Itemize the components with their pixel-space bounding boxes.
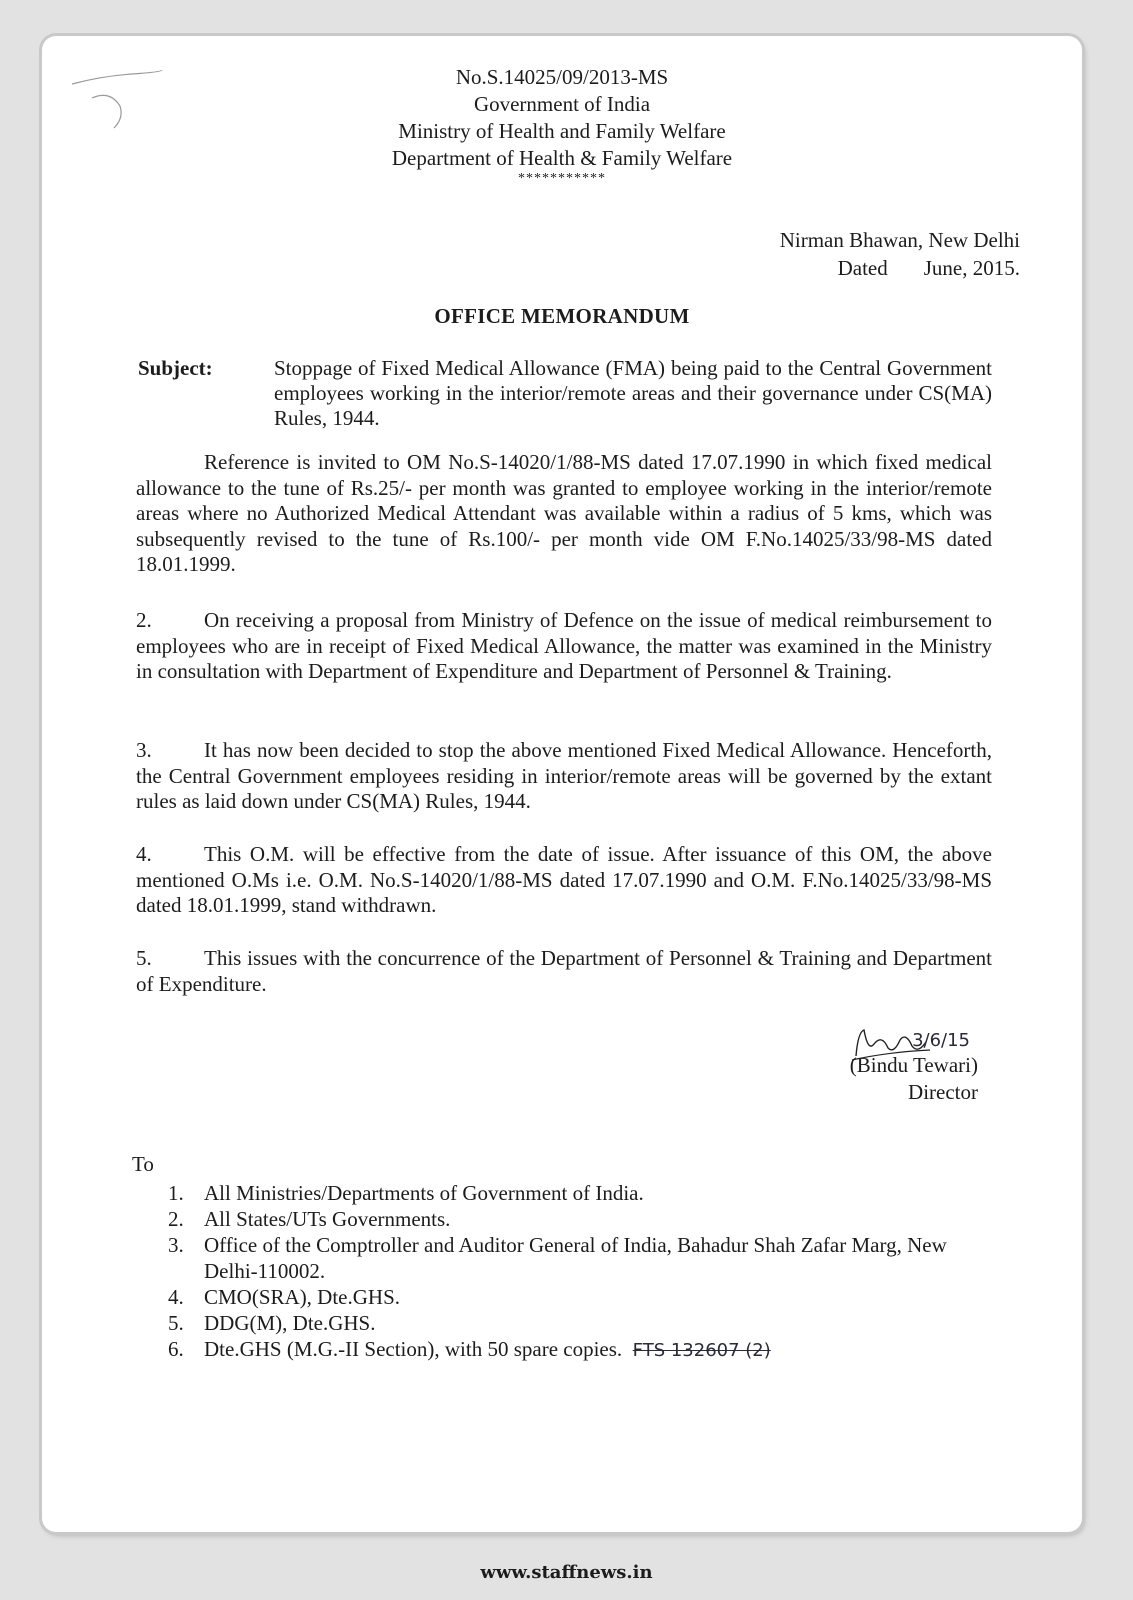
- document-page: [42, 36, 1082, 1532]
- paragraph-number: 4.: [136, 842, 152, 866]
- signatory-name: (Bindu Tewari): [849, 1053, 978, 1077]
- ministry-line: Ministry of Health and Family Welfare: [398, 119, 726, 143]
- list-item: 4. CMO(SRA), Dte.GHS.: [168, 1285, 401, 1309]
- paragraph-text: On receiving a proposal from Ministry of Defence on the issue of medical reimbursement to employees who are in receipt of Fixed Medical Allowance, the matter was examined in the Ministry in consultation with Department of Expenditure and Department of Personnel & Training.: [136, 608, 992, 683]
- signatory: [850, 1052, 978, 1106]
- handwritten-note: FTS 132607 (2): [632, 1340, 771, 1361]
- govt-line: Government of India: [473, 92, 651, 116]
- website-footer: www.staffnews.in: [480, 1562, 653, 1583]
- paragraph-4: [136, 842, 992, 919]
- recipient-list: [168, 1180, 988, 1364]
- signature-date: 3/6/15: [912, 1030, 970, 1051]
- list-item: 5. DDG(M), Dte.GHS.: [168, 1311, 376, 1335]
- list-item: 1. All Ministries/Departments of Government of India.: [168, 1181, 644, 1205]
- letterhead: [42, 64, 1082, 186]
- list-item: 6. Dte.GHS (M.G.-II Section), with 50 spare copies. FTS 132607 (2): [168, 1337, 771, 1361]
- subject-text: Stoppage of Fixed Medical Allowance (FMA) being paid to the Central Government employees working in the interior/remote areas and their governance under CS(MA) Rules, 1944.: [274, 356, 992, 430]
- list-item: 2. All States/UTs Governments.: [168, 1207, 451, 1231]
- place-and-date: [780, 226, 1020, 282]
- paragraph-1: Reference is invited to OM No.S-14020/1/88-MS dated 17.07.1990 in which fixed medical allowance to the tune of Rs.25/- per month was granted to employee working in the interior/remote areas where no Authorized Medical Attendant was available within a radius of 5 kms, which was subsequently revised to the tune of Rs.100/- per month vide OM F.No.14025/33/98-MS dated 18.01.1999.: [136, 450, 992, 576]
- dated-label: Dated: [837, 256, 888, 280]
- reference-number: No.S.14025/09/2013-MS: [455, 65, 669, 89]
- to-label: To: [132, 1152, 154, 1176]
- paragraph-number: 5.: [136, 946, 152, 970]
- paragraph-text: This issues with the concurrence of the Department of Personnel & Training and Department of Expenditure.: [136, 946, 992, 996]
- department-line: Department of Health & Family Welfare: [391, 146, 733, 170]
- paragraph-number: 3.: [136, 738, 152, 762]
- signatory-designation: Director: [908, 1080, 978, 1104]
- list-item: 3. Office of the Comptroller and Auditor General of India, Bahadur Shah Zafar Marg, New Delhi-110002.: [168, 1233, 947, 1283]
- paragraph-number: 2.: [136, 608, 152, 632]
- separator-stars: ***********: [518, 171, 606, 186]
- paragraph-text: It has now been decided to stop the above mentioned Fixed Medical Allowance. Henceforth, the Central Government employees residing in interior/remote areas will be governed by the extant rules as laid down under CS(MA) Rules, 1944.: [136, 738, 992, 813]
- paragraph-2: [136, 608, 992, 685]
- paragraph-5: [136, 946, 992, 997]
- date-line: [780, 254, 1020, 282]
- paragraph-text: This O.M. will be effective from the date of issue. After issuance of this OM, the above mentioned O.Ms i.e. O.M. No.S-14020/1/88-MS dated 17.07.1990 and O.M. F.No.14025/33/98-MS dated 18.01.1999, stand withdrawn.: [136, 842, 992, 917]
- date-value: June, 2015.: [923, 256, 1020, 280]
- paragraph-3: [136, 738, 992, 815]
- location: Nirman Bhawan, New Delhi: [779, 228, 1020, 252]
- memo-title: OFFICE MEMORANDUM: [434, 304, 690, 328]
- subject-label: Subject:: [138, 356, 213, 380]
